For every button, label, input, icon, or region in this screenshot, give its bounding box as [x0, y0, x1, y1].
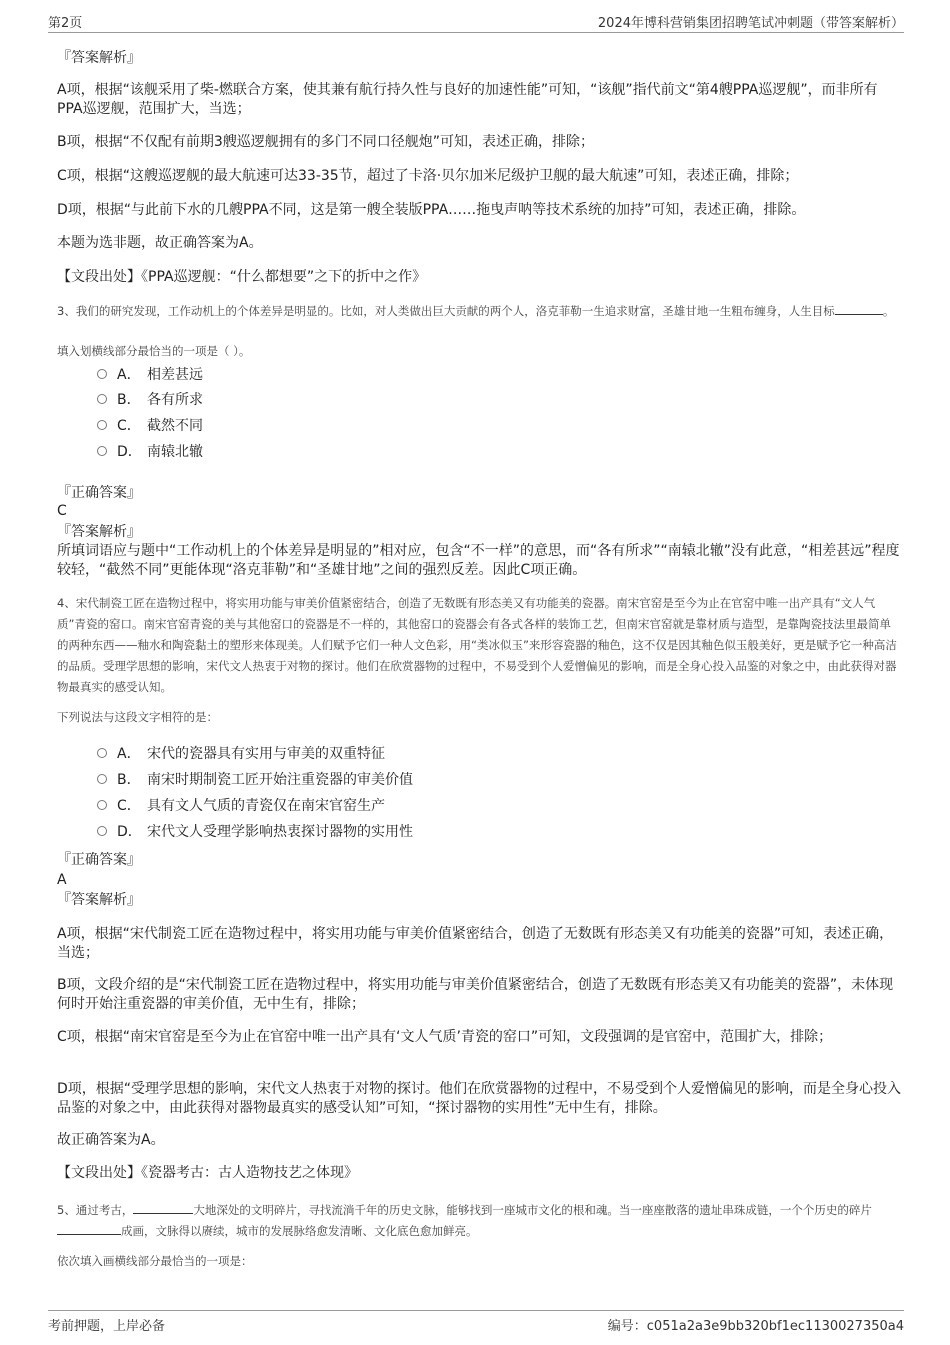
page-number: 第2页: [48, 16, 83, 31]
radio-icon[interactable]: [97, 774, 107, 784]
q4-option-b[interactable]: B． 南宋时期制瓷工匠开始注重瓷器的审美价值: [97, 771, 413, 789]
radio-icon[interactable]: [97, 420, 107, 430]
q4-passage: 4、宋代制瓷工匠在造物过程中，将实用功能与审美价值紧密结合，创造了无数既有形态美又有功能美的瓷器。南宋官窑是至今为止在官窑中唯一出产具有“文人气质”青瓷的窑口。南宋官窑青瓷的美与其他窑口的瓷器是不一样的，其他窑口的瓷器会有各式各样的装饰工艺，但南宋官窑就是靠材质与造型，是靠陶瓷技法里最简单的两种东西——釉水和陶瓷黏土的塑形来体现美。人们赋予它们一种人文色彩，用“类冰似玉”来形容瓷器的釉色，这不仅是因其釉色似玉般美好，更是赋予它一种高洁的品质。受理学思想的影响，宋代文人热衷于对物的探讨。他们在欣赏器物的过程中，不易受到个人爱憎偏见的影响，而是全身心投入品鉴的对象之中，由此获得对器物最真实的感受认知。: [57, 596, 897, 694]
radio-icon[interactable]: [97, 826, 107, 836]
q2-conclusion: 本题为选非题，故正确答案为A。: [57, 235, 263, 251]
q3-option-b[interactable]: B． 各有所求: [97, 391, 203, 409]
q4-analysis-a: A项，根据“宋代制瓷工匠在造物过程中，将实用功能与审美价值紧密结合，创造了无数既有形态美又有功能美的瓷器”可知，表述正确，当选；: [57, 926, 894, 961]
q4-answer-label: 『正确答案』: [57, 852, 141, 868]
q4-analysis-d: D项，根据“受理学思想的影响，宋代文人热衷于对物的探讨。他们在欣赏器物的过程中，不易受到个人爱憎偏见的影响，而是全身心投入品鉴的对象之中，由此获得对器物最真实的感受认知”可知，“探讨器物的实用性”无中生有，排除。: [57, 1081, 902, 1116]
q5-blank-1: [133, 1201, 193, 1214]
q3-option-c[interactable]: C． 截然不同: [97, 417, 203, 435]
q4-option-c[interactable]: C． 具有文人气质的青瓷仅在南宋官窑生产: [97, 797, 385, 815]
page-header: [48, 12, 904, 33]
q3-answer: C: [57, 503, 67, 519]
q4-source: 【文段出处】《瓷器考古：古人造物技艺之体现》: [57, 1165, 358, 1181]
q2-analysis-a: A项，根据“该舰采用了柴-燃联合方案，使其兼有航行持久性与良好的加速性能”可知，“该舰”指代前文“第4艘PPA巡逻舰”，而非所有PPA巡逻舰，范围扩大，当选；: [57, 82, 878, 117]
q4-answer: A: [57, 872, 67, 888]
q4-analysis-b: B项，文段介绍的是“宋代制瓷工匠在造物过程中，将实用功能与审美价值紧密结合，创造了无数既有形态美又有功能美的瓷器”，未体现何时开始注重瓷器的审美价值，无中生有，排除；: [57, 977, 894, 1012]
radio-icon[interactable]: [97, 394, 107, 404]
q4-analysis-label: 『答案解析』: [57, 892, 141, 908]
radio-icon[interactable]: [97, 800, 107, 810]
q5-stem: 5、通过考古， 大地深处的文明碎片，寻找流淌千年的历史文脉，能够找到一座城市文化的根和魂。当一座座散落的遗址串珠成链，一个个历史的碎片成画，文脉得以赓续，城市的发展脉络愈发清晰、文化底色愈加鲜亮。: [57, 1203, 872, 1238]
q2-analysis-c: C项，根据“这艘巡逻舰的最大航速可达33-35节，超过了卡洛·贝尔加米尼级护卫舰的最大航速”可知，表述正确，排除；: [57, 168, 799, 184]
q4-option-a[interactable]: A． 宋代的瓷器具有实用与审美的双重特征: [97, 745, 385, 763]
q3-stem: [57, 301, 902, 322]
q3-analysis: 所填词语应与题中“工作动机上的个体差异是明显的”相对应，包含“不一样”的意思，而“各有所求”“南辕北辙”没有此意，“相差甚远”程度较轻，“截然不同”更能体现“洛克菲勒”和“圣雄甘地”之间的强烈反差。因此C项正确。: [57, 543, 900, 578]
radio-icon[interactable]: [97, 446, 107, 456]
radio-icon[interactable]: [97, 748, 107, 758]
q3-stem-end: 。: [882, 304, 895, 318]
q2-analysis-b: B项，根据“不仅配有前期3艘巡逻舰拥有的多门不同口径舰炮”可知，表述正确，排除；: [57, 134, 595, 150]
q5-prompt: 依次填入画横线部分最恰当的一项是：: [57, 1254, 253, 1268]
q5-blank-2: [57, 1222, 121, 1235]
document-title: 2024年博科营销集团招聘笔试冲刺题（带答案解析）: [597, 16, 904, 31]
radio-icon[interactable]: [97, 369, 107, 379]
q2-analysis-label: 『答案解析』: [57, 50, 141, 66]
page-footer: [48, 1310, 904, 1337]
q4-analysis-c: C项，根据“南宋官窑是至今为止在官窑中唯一出产具有‘文人气质’青瓷的窑口”可知，文段强调的是官窑中，范围扩大，排除；: [57, 1029, 833, 1045]
q3-stem-text: 3、我们的研究发现，工作动机上的个体差异是明显的。比如，对人类做出巨大贡献的两个人，洛克菲勒一生追求财富，圣雄甘地一生粗布缠身，人生目标: [57, 304, 835, 318]
q2-source: 【文段出处】《PPA巡逻舰：“什么都想要”之下的折中之作》: [57, 269, 427, 285]
q3-prompt: 填入划横线部分最恰当的一项是（ ）。: [57, 344, 251, 358]
q3-option-d[interactable]: D． 南辕北辙: [97, 443, 203, 461]
q4-conclusion: 故正确答案为A。: [57, 1132, 165, 1148]
q3-analysis-label: 『答案解析』: [57, 524, 141, 540]
q3-option-a[interactable]: A． 相差甚远: [97, 366, 203, 384]
q3-answer-label: 『正确答案』: [57, 485, 141, 501]
q3-blank: [835, 302, 883, 315]
q2-analysis-d: D项，根据“与此前下水的几艘PPA不同，这是第一艘全装版PPA……拖曳声呐等技术系统的加持”可知，表述正确，排除。: [57, 202, 806, 218]
q4-prompt: 下列说法与这段文字相符的是：: [57, 710, 218, 724]
footer-slogan: 考前押题，上岸必备: [48, 1319, 166, 1334]
q4-option-d[interactable]: D． 宋代文人受理学影响热衷探讨器物的实用性: [97, 823, 413, 841]
document-code: 编号：c051a2a3e9bb320bf1ec1130027350a4: [607, 1319, 904, 1334]
